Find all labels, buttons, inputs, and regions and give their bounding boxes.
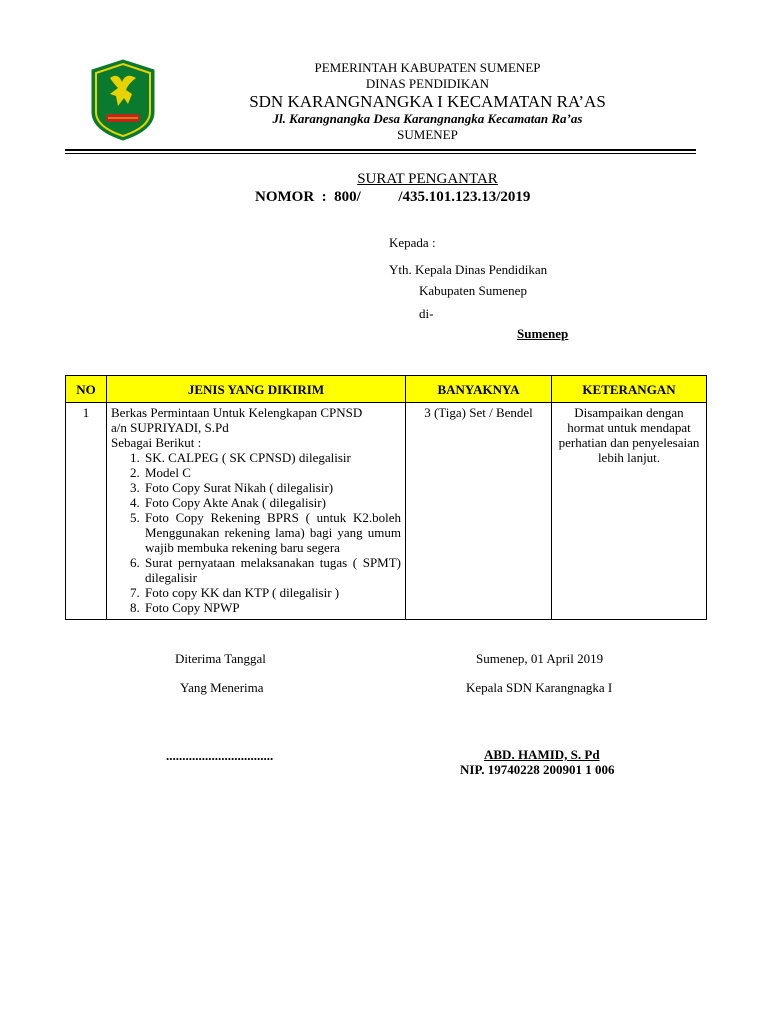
header-no: NO <box>66 376 107 403</box>
list-item: 7. Foto copy KK dan KTP ( dilegalisir ) <box>143 585 401 600</box>
received-date-label: Diterima Tanggal <box>175 651 266 666</box>
header-keterangan: KETERANGAN <box>552 376 707 403</box>
list-item: 3. Foto Copy Surat Nikah ( dilegalisir) <box>143 480 401 495</box>
document-list <box>111 450 401 615</box>
letter-title: SURAT PENGANTAR <box>357 171 498 187</box>
signer-position: Kepala SDN Karangnagka I <box>466 680 613 695</box>
items-table <box>65 375 707 620</box>
list-item: 1. SK. CALPEG ( SK CPNSD) dilegalisir <box>143 450 401 465</box>
recipient-yth: Yth. Kepala Dinas Pendidikan <box>389 262 548 277</box>
letterhead-divider-thick <box>65 149 696 151</box>
recipient-kepada: Kepada : <box>389 235 436 250</box>
letterhead-school: SDN KARANGNANGKA I KECAMATAN RA’AS <box>249 92 606 111</box>
header-banyaknya: BANYAKNYA <box>406 376 552 403</box>
letterhead-divider-thin <box>65 153 696 154</box>
school-logo <box>88 58 158 142</box>
cell-no: 1 <box>66 403 107 620</box>
jenis-intro-3: Sebagai Berikut : <box>111 435 202 450</box>
jenis-intro-1: Berkas Permintaan Untuk Kelengkapan CPNSD <box>111 405 363 420</box>
header-jenis: JENIS YANG DIKIRIM <box>107 376 406 403</box>
list-item: 4. Foto Copy Akte Anak ( dilegalisir) <box>143 495 401 510</box>
letterhead-government: PEMERINTAH KABUPATEN SUMENEP <box>314 60 541 75</box>
cell-banyaknya: 3 (Tiga) Set / Bendel <box>406 403 552 620</box>
receiver-signature-line: ................................. <box>166 748 274 763</box>
jenis-intro-2: a/n SUPRIYADI, S.Pd <box>111 420 229 435</box>
receiver-label: Yang Menerima <box>180 680 264 695</box>
cell-keterangan: Disampaikan dengan hormat untuk mendapat perhatian dan penyelesaian lebih lanjut. <box>552 403 707 620</box>
cell-jenis <box>107 403 406 620</box>
list-item: 8. Foto Copy NPWP <box>143 600 401 615</box>
list-item: 5. Foto Copy Rekening BPRS ( untuk K2.boleh Menggunakan rekening lama) bagi yang umum wajib membuka rekening baru segera <box>143 510 401 555</box>
list-item: 2. Model C <box>143 465 401 480</box>
table-header-row <box>66 376 707 403</box>
letter-number: NOMOR : 800/ /435.101.123.13/2019 <box>255 189 531 205</box>
list-item: 6. Surat pernyataan melaksanakan tugas ( SPMT) dilegalisir <box>143 555 401 585</box>
letterhead-department: DINAS PENDIDIKAN <box>365 76 490 91</box>
signer-name: ABD. HAMID, S. Pd <box>484 747 600 762</box>
letterhead-city: SUMENEP <box>397 127 458 142</box>
recipient-di: di- <box>419 306 434 321</box>
recipient-kabupaten: Kabupaten Sumenep <box>419 283 527 298</box>
signer-nip: NIP. 19740228 200901 1 006 <box>460 762 615 777</box>
recipient-place: Sumenep <box>517 326 569 341</box>
letterhead-address: Jl. Karangnangka Desa Karangnangka Kecamatan Ra’as <box>272 111 583 126</box>
table-row <box>66 403 707 620</box>
place-date: Sumenep, 01 April 2019 <box>476 651 604 666</box>
